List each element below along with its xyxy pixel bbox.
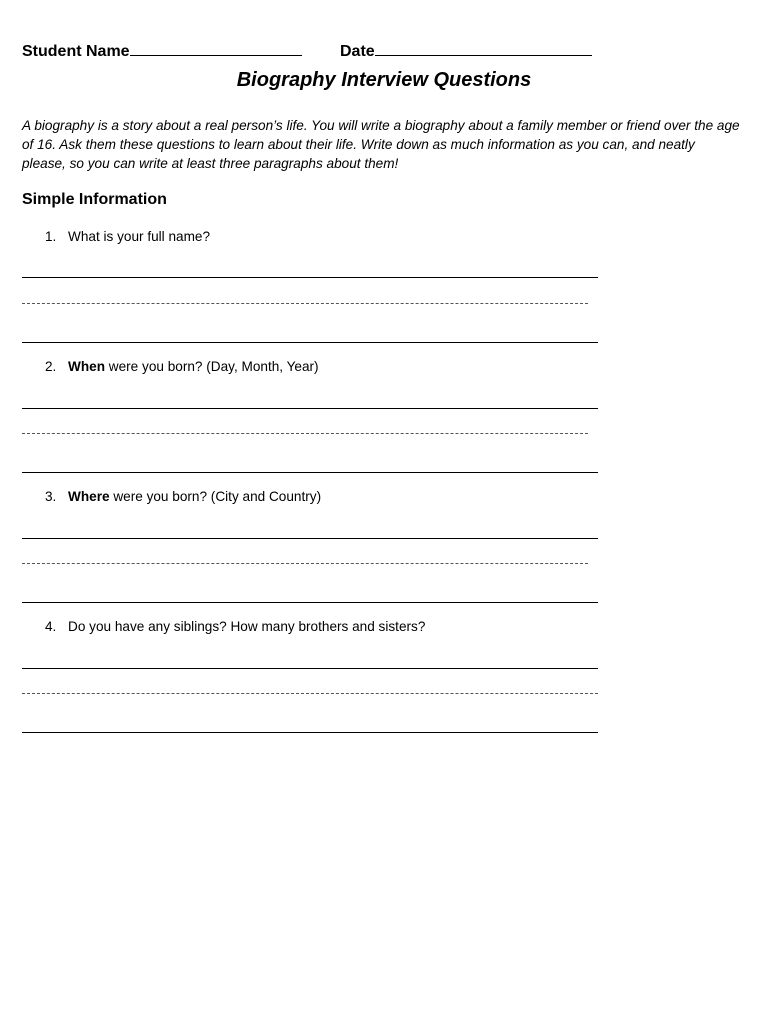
question-number: 1. [45, 229, 57, 244]
question-text: What is your full name? [68, 229, 211, 244]
question-emphasis: Where [68, 489, 110, 504]
question-text: were you born? (City and Country) [109, 489, 322, 504]
question-number: 3. [45, 489, 57, 504]
answer-line[interactable] [22, 668, 598, 669]
student-name-field [22, 41, 302, 61]
question-number: 2. [45, 359, 57, 374]
answer-line[interactable] [22, 408, 598, 409]
answer-guide-dashed [22, 433, 588, 434]
answer-guide-dashed [22, 303, 588, 304]
answer-line[interactable] [22, 602, 598, 603]
answer-line[interactable] [22, 277, 598, 278]
answer-line[interactable] [22, 732, 598, 733]
question-3 [45, 489, 321, 504]
student-name-label: Student Name [22, 43, 130, 60]
answer-line[interactable] [22, 342, 598, 343]
question-1 [45, 229, 210, 244]
question-2 [45, 359, 319, 374]
question-text: Do you have any siblings? How many brothers and sisters? [68, 619, 426, 634]
section-heading: Simple Information [22, 191, 167, 208]
date-label: Date [340, 43, 375, 60]
answer-line[interactable] [22, 472, 598, 473]
answer-guide-dashed [22, 563, 588, 564]
answer-guide-dashed [22, 693, 598, 694]
student-name-line[interactable] [130, 41, 302, 56]
date-field [340, 41, 592, 61]
page-title: Biography Interview Questions [236, 69, 532, 91]
question-4 [45, 619, 425, 634]
page-title-wrap [0, 69, 768, 92]
answer-line[interactable] [22, 538, 598, 539]
question-emphasis: When [68, 359, 105, 374]
intro-paragraph: A biography is a story about a real person’s life. You will write a biography about a family member or friend over the age of 16. Ask them these questions to learn about their life. Write down as much information as you can, and neatly please, so you can write at least three paragraphs about them! [22, 118, 740, 171]
question-number: 4. [45, 619, 57, 634]
question-text: were you born? (Day, Month, Year) [105, 359, 319, 374]
date-line[interactable] [375, 41, 592, 56]
